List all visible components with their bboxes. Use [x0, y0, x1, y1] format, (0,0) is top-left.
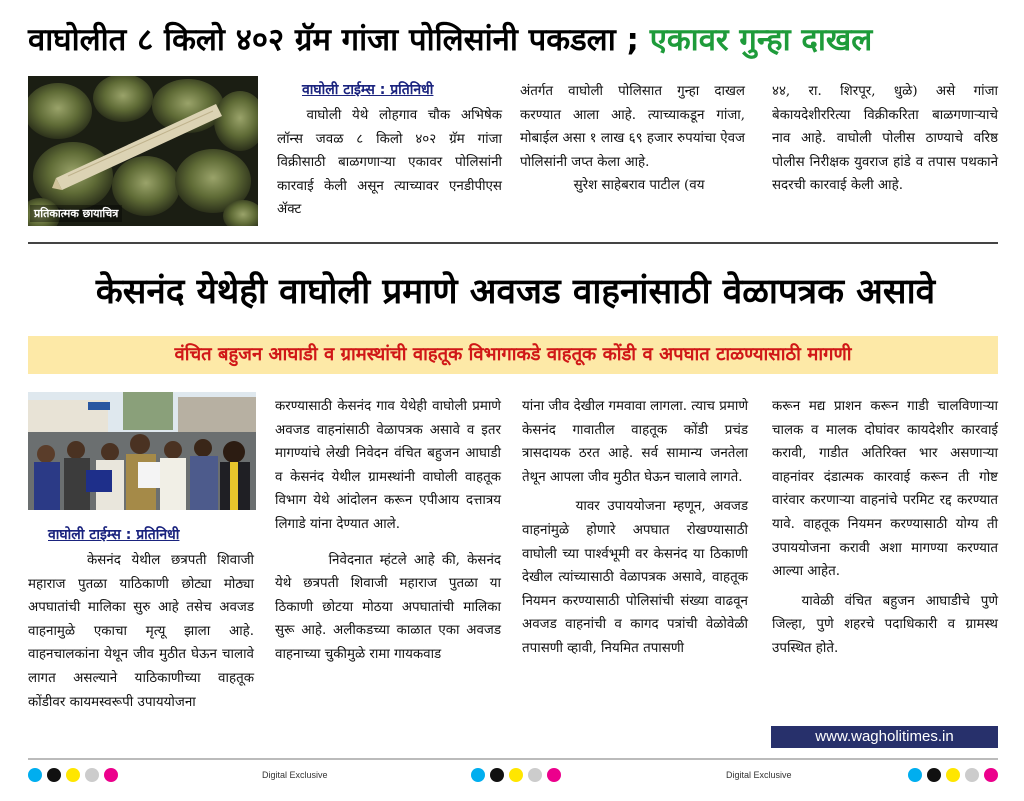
- grey-mark: [85, 768, 99, 782]
- story1-col2-text: अंतर्गत वाघोली पोलिसात गुन्हा दाखल करण्यात आला आहे. त्याच्याकडून गांजा, मोबाईल असा १ लाख ६९ हजार रुपयांचा ऐवज पोलिसांनी जप्त केला आहे.: [520, 84, 745, 170]
- yellow-mark: [509, 768, 523, 782]
- cyan-mark: [908, 768, 922, 782]
- story1-column-3: [772, 80, 998, 198]
- story1-headline-main: वाघोलीत ८ किलो ४०२ ग्रॅम गांजा पोलिसांनी पकडला ;: [28, 22, 650, 58]
- story2-column-4: [772, 395, 998, 661]
- story2-col1-text: केसनंद येथील छत्रपती शिवाजी महाराज पुतळा याठिकाणी छोट्या मोठ्या अपघातांची मालिका सुरु आहे तसेच अवजड वाहनामुळे एकाचा मृत्यू झाला आहे. वाहनचालकांना येथून जीव मुठीत घेऊन चालावे लागत असल्याने याठिकाणीच्या वाहतूक कोंडीवर कायमस्वरूपी उपाययोजना: [28, 553, 254, 710]
- magenta-mark: [547, 768, 561, 782]
- footer-rule: [28, 758, 998, 760]
- protest-photo-illustration: [28, 392, 256, 510]
- story1-photo: [28, 76, 258, 226]
- story2-column-1: [28, 549, 254, 714]
- section-divider: [28, 242, 998, 244]
- registration-marks-left: [28, 768, 118, 782]
- story1-byline: वाघोली टाईम्स : प्रतिनिधी: [302, 82, 434, 98]
- registration-marks-right: [908, 768, 998, 782]
- story2-byline: वाघोली टाईम्स : प्रतिनिधी: [48, 527, 180, 543]
- magenta-mark: [984, 768, 998, 782]
- story2-col4-text: करून मद्य प्राशन करून गाडी चालविणाऱ्या चालक व मालक दोघांवर कायदेशीर कारवाई करावी, गाडीत अतिरिक्त भार असणाऱ्या वाहनांवर दंडात्मक कारवाई करून ती गोष्ट वारंवार करणाऱ्या वाहनांचे परमिट रद्द करण्यात यावे. वाहतूक नियमन करण्यासाठी योग्य ती उपाययोजना करावी अशा मागण्या करण्यात आल्या आहेत.: [772, 399, 998, 580]
- yellow-mark: [66, 768, 80, 782]
- digital-exclusive-label-left: Digital Exclusive: [262, 770, 328, 780]
- story2-col3-text: यांना जीव देखील गमवावा लागला. त्याच प्रमाणे केसनंद गावातील वाहतूक कोंडी प्रचंड त्रासदायक ठरत आहे. सर्व सामान्य जनतेला तेथून आपला जीव मुठीत घेऊन चालावे लागते.: [522, 399, 748, 485]
- black-mark: [47, 768, 61, 782]
- story2-col4-text-2: यावेळी वंचित बहुजन आघाडीचे पुणे जिल्हा, पुणे शहरचे पदाधिकारी व ग्रामस्थ उपस्थित होते.: [772, 593, 998, 656]
- story1-column-1: [277, 104, 502, 222]
- digital-exclusive-label-right: Digital Exclusive: [726, 770, 792, 780]
- grey-mark: [965, 768, 979, 782]
- story2-col2-text: करण्यासाठी केसनंद गाव येथेही वाघोली प्रमाणे अवजड वाहनांसाठी वेळापत्रक असावे व इतर मागण्यांचे लेखी निवेदन वंचित बहुजन आघाडी व केसनंद येथील ग्रामस्थांनी वाघोली वाहतूक विभाग येथे आंदोलन करून एपीआय दत्तात्रय लिगाडे यांना देण्यात आले.: [275, 399, 501, 532]
- black-mark: [927, 768, 941, 782]
- story1-col3-text: ४४, रा. शिरपूर, धुळे) असे गांजा बेकायदेशीररित्या विक्रीकरिता बाळगणाऱ्याचे नाव आहे. वाघोली पोलीस ठाण्याचे वरिष्ठ पोलीस निरीक्षक युवराज हांडे व तपास पथकाने सदरची कारवाई केली आहे.: [772, 84, 998, 194]
- grey-mark: [528, 768, 542, 782]
- story2-subheadline: वंचित बहुजन आघाडी व ग्रामस्थांची वाहतूक विभागाकडे वाहतूक कोंडी व अपघात टाळण्यासाठी मागणी: [174, 344, 852, 365]
- story1-col2-text-2: सुरेश साहेबराव पाटील (वय: [573, 178, 705, 194]
- black-mark: [490, 768, 504, 782]
- cannabis-illustration: [28, 76, 258, 226]
- website-link[interactable]: www.wagholitimes.in: [771, 726, 998, 748]
- story1-column-2: [520, 80, 745, 198]
- story1-headline-accent: एकावर गुन्हा दाखल: [649, 22, 873, 58]
- cyan-mark: [28, 768, 42, 782]
- story2-column-2: [275, 395, 501, 667]
- story1-col1-text: वाघोली येथे लोहगाव चौक अभिषेक लॉन्स जवळ ८ किलो ४०२ ग्रॅम गांजा विक्रीसाठी बाळगणाऱ्या एकावर पोलिसांनी कारवाई केली असून त्याच्यावर एनडीपीएस ॲक्ट: [277, 108, 502, 218]
- photo-caption: प्रतिकात्मक छायाचित्र: [30, 205, 122, 222]
- story2-col3-text-2: यावर उपाययोजना म्हणून, अवजड वाहनांमुळे होणारे अपघात रोखण्यासाठी वाघोली च्या पार्श्वभूमी वर केसनंद या ठिकाणी देखील त्यांच्यासाठी वेळापत्रक असावे, वाहतूक नियमन करण्यासाठी पोलिसांची संख्या वाढवून अवजड वाहनांची व कागद पत्रांची वेळोवेळी तपासणी व्हावी, नियमित तपासणी: [522, 499, 748, 656]
- registration-marks-center: [471, 768, 561, 782]
- cyan-mark: [471, 768, 485, 782]
- story2-column-3: [522, 395, 748, 661]
- story2-col2-text-2: निवेदनात म्हंटले आहे की, केसनंद येथे छत्रपती शिवाजी महाराज पुतळा या ठिकाणी छोटया मोठया अपघातांची मालिका सुरू आहे. अलीकडच्या काळात एका अवजड वाहनाच्या चुकीमुळे रामा गायकवाड: [275, 552, 501, 662]
- yellow-mark: [946, 768, 960, 782]
- story1-headline: [28, 14, 1003, 66]
- story2-photo: [28, 392, 256, 510]
- story2-headline: केसनंद येथेही वाघोली प्रमाणे अवजड वाहनांसाठी वेळापत्रक असावे: [95, 272, 936, 312]
- magenta-mark: [104, 768, 118, 782]
